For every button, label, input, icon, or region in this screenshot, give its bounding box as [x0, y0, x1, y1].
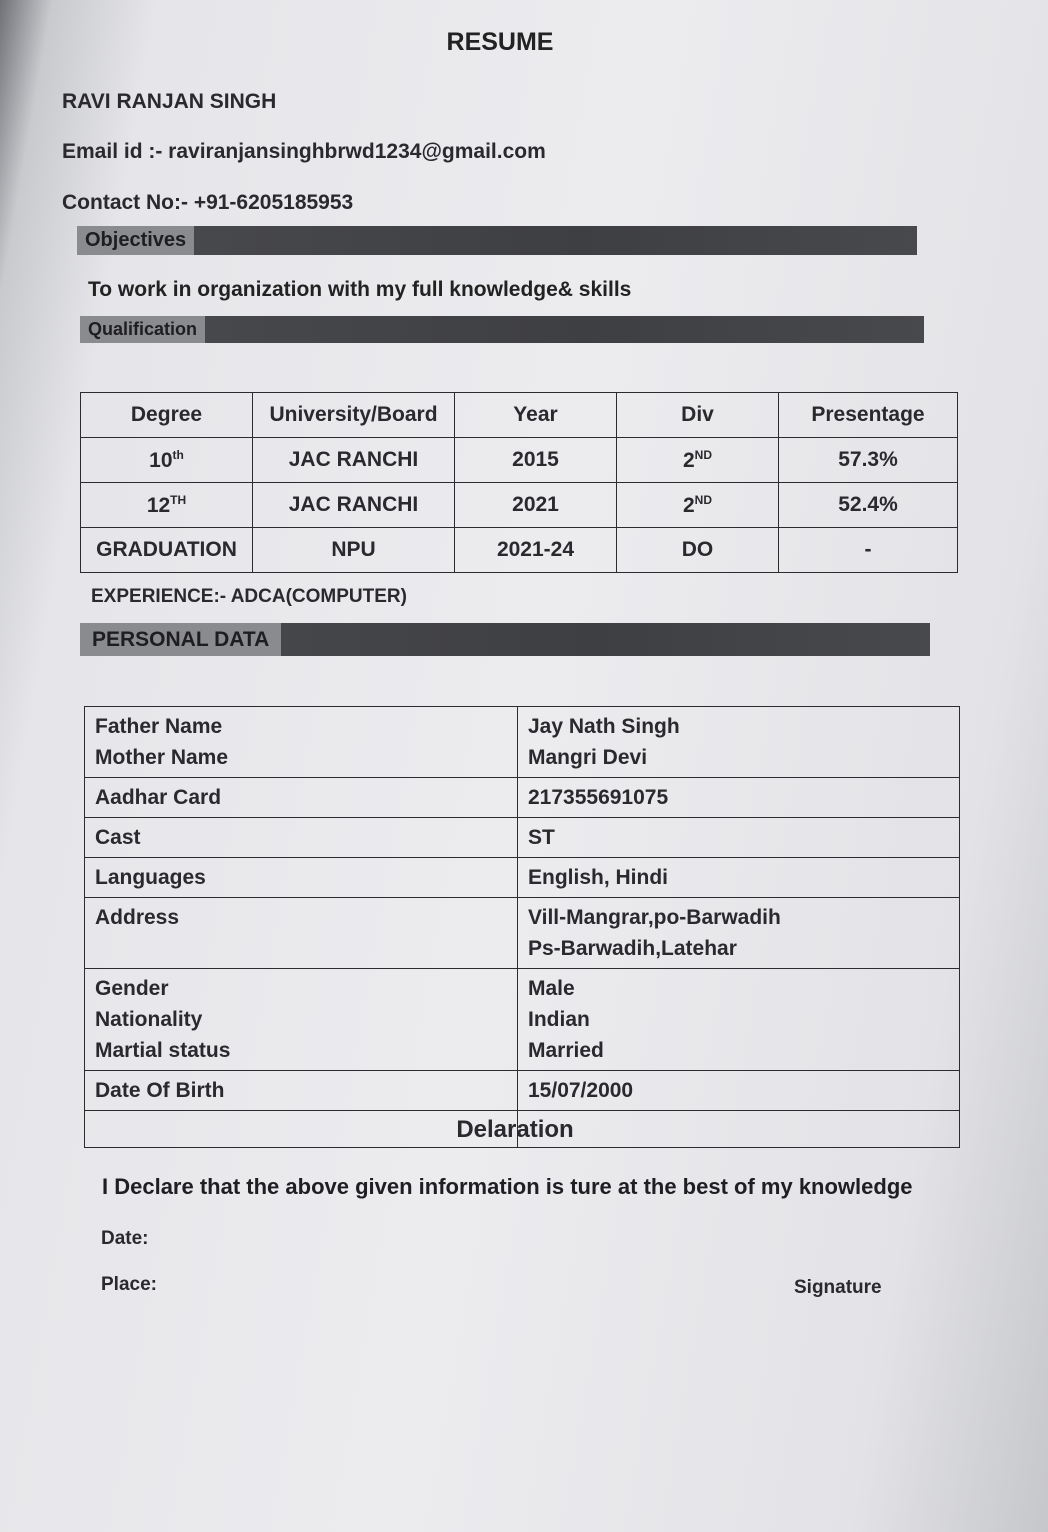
board-cell: JAC RANCHI — [253, 483, 455, 528]
qualification-bar — [80, 316, 924, 343]
languages-value: English, Hindi — [518, 858, 960, 898]
address-line: Ps-Barwadih,Latehar — [528, 937, 737, 960]
gender-label: Gender — [95, 977, 169, 1000]
header-year: Year — [455, 393, 617, 438]
header-div: Div — [617, 393, 779, 438]
declaration-heading: Delaration — [456, 1116, 574, 1143]
percent-cell: 52.4% — [779, 483, 958, 528]
table-row — [81, 438, 958, 483]
page-title: RESUME — [446, 28, 554, 56]
mother-value: Mangri Devi — [528, 746, 648, 769]
table-row — [85, 969, 960, 1071]
qualification-table — [80, 392, 958, 573]
degree-cell: 12TH — [81, 483, 253, 528]
aadhar-value: 217355691075 — [518, 778, 960, 818]
father-value: Jay Nath Singh — [528, 715, 680, 738]
header-university: University/Board — [253, 393, 455, 438]
email-line: Email id :- raviranjansinghbrwd1234@gmail.com — [62, 140, 546, 163]
board-cell: JAC RANCHI — [253, 438, 455, 483]
address-line: Vill-Mangrar,po-Barwadih — [528, 906, 781, 929]
candidate-name: RAVI RANJAN SINGH — [62, 90, 277, 113]
languages-label: Languages — [85, 858, 518, 898]
year-cell: 2015 — [455, 438, 617, 483]
year-cell: 2021-24 — [455, 528, 617, 573]
misc-values-cell — [518, 969, 960, 1071]
experience-line: EXPERIENCE:- ADCA(COMPUTER) — [91, 586, 407, 607]
dob-label: Date Of Birth — [85, 1071, 518, 1111]
nationality-value: Indian — [528, 1008, 590, 1031]
address-value — [518, 898, 960, 969]
marital-value: Married — [528, 1039, 604, 1062]
table-row — [85, 778, 960, 818]
cast-label: Cast — [85, 818, 518, 858]
personal-data-heading: PERSONAL DATA — [80, 623, 281, 656]
percent-cell: 57.3% — [779, 438, 958, 483]
table-row — [85, 858, 960, 898]
misc-labels-cell — [85, 969, 518, 1071]
personal-data-bar — [80, 623, 930, 656]
nationality-label: Nationality — [95, 1008, 203, 1031]
parent-labels-cell — [85, 707, 518, 778]
header-percentage: Presentage — [779, 393, 958, 438]
degree-cell: GRADUATION — [81, 528, 253, 573]
table-header-row — [81, 393, 958, 438]
gender-value: Male — [528, 977, 575, 1000]
mother-label: Mother Name — [95, 746, 229, 769]
table-row — [85, 818, 960, 858]
signature-label: Signature — [794, 1277, 882, 1298]
father-label: Father Name — [95, 715, 223, 738]
table-row — [85, 1071, 960, 1111]
objectives-heading: Objectives — [77, 226, 194, 255]
declaration-text: I Declare that the above given information is ture at the best of my knowledge — [102, 1174, 913, 1199]
div-cell: 2ND — [617, 438, 779, 483]
board-cell: NPU — [253, 528, 455, 573]
aadhar-label: Aadhar Card — [85, 778, 518, 818]
parent-values-cell — [518, 707, 960, 778]
div-cell: 2ND — [617, 483, 779, 528]
objectives-bar — [77, 226, 917, 255]
percent-cell: - — [779, 528, 958, 573]
qualification-heading: Qualification — [80, 316, 205, 343]
table-row — [85, 898, 960, 969]
table-row — [85, 707, 960, 778]
date-label: Date: — [101, 1228, 149, 1249]
marital-label: Martial status — [95, 1039, 231, 1062]
personal-data-table — [84, 706, 960, 1148]
degree-cell: 10th — [81, 438, 253, 483]
address-label: Address — [85, 898, 518, 969]
cast-value: ST — [518, 818, 960, 858]
year-cell: 2021 — [455, 483, 617, 528]
objectives-text: To work in organization with my full knowledge& skills — [88, 278, 632, 301]
table-row — [81, 528, 958, 573]
table-row — [81, 483, 958, 528]
contact-line: Contact No:- +91-6205185953 — [62, 191, 354, 214]
place-label: Place: — [101, 1274, 157, 1295]
div-cell: DO — [617, 528, 779, 573]
header-degree: Degree — [81, 393, 253, 438]
dob-value: 15/07/2000 — [518, 1071, 960, 1111]
